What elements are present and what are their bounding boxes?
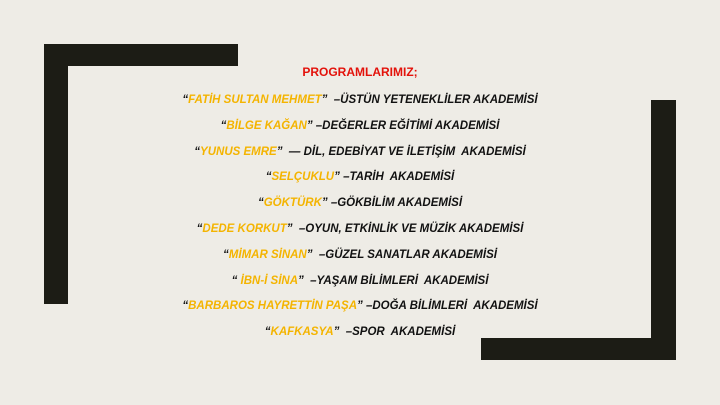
program-description: –ÜSTÜN YETENEKLİLER AKADEMİSİ bbox=[327, 94, 538, 106]
bracket-bottom-right-vertical bbox=[651, 100, 676, 360]
program-description: –OYUN, ETKİNLİK VE MÜZİK AKADEMİSİ bbox=[292, 222, 524, 235]
program-name: SELÇUKLU bbox=[271, 171, 335, 184]
quote-close: ” bbox=[333, 326, 340, 339]
program-description: –DEĞERLER EĞİTİMİ AKADEMİSİ bbox=[312, 119, 500, 132]
program-name: BARBAROS HAYRETTİN PAŞA bbox=[188, 300, 358, 313]
quote-close: ” bbox=[321, 94, 328, 106]
program-description: –TARİH AKADEMİSİ bbox=[339, 171, 455, 184]
program-name: GÖKTÜRK bbox=[263, 197, 322, 210]
quote-close: ” bbox=[276, 145, 283, 158]
quote-close: ” bbox=[298, 274, 304, 287]
program-name: FATİH SULTAN MEHMET bbox=[188, 94, 322, 106]
program-item bbox=[100, 217, 620, 243]
quote-open: “ bbox=[223, 248, 229, 261]
quote-open: “ bbox=[257, 197, 264, 210]
quote-open: “ bbox=[196, 222, 203, 235]
program-description: –DOĞA BİLİMLERİ AKADEMİSİ bbox=[362, 300, 538, 313]
quote-open: “ bbox=[194, 145, 201, 158]
slide-title: PROGRAMLARIMIZ; bbox=[302, 65, 418, 79]
quote-close: ” bbox=[306, 119, 313, 132]
program-name: İBN-İ SİNA bbox=[240, 274, 299, 287]
quote-open: “ bbox=[182, 300, 189, 313]
quote-open: “ bbox=[231, 274, 241, 287]
quote-close: ” bbox=[321, 197, 328, 210]
quote-open: “ bbox=[182, 94, 189, 106]
slide-content bbox=[100, 62, 620, 346]
quote-close: ” bbox=[286, 222, 293, 235]
program-item bbox=[100, 294, 620, 320]
program-item bbox=[100, 320, 620, 346]
quote-open: “ bbox=[220, 119, 227, 132]
program-description: — DİL, EDEBİYAT VE İLETİŞİM AKADEMİSİ bbox=[282, 145, 526, 158]
program-name: MİMAR SİNAN bbox=[228, 248, 307, 261]
quote-close: ” bbox=[306, 248, 313, 261]
program-description: –SPOR AKADEMİSİ bbox=[339, 326, 456, 339]
program-item bbox=[100, 114, 620, 140]
bracket-top-left-vertical bbox=[44, 44, 68, 304]
program-description: –GÖKBİLİM AKADEMİSİ bbox=[327, 197, 463, 210]
program-item bbox=[100, 191, 620, 217]
program-name: YUNUS EMRE bbox=[200, 145, 277, 158]
program-list bbox=[100, 88, 620, 346]
quote-close: ” bbox=[334, 171, 340, 184]
program-item bbox=[100, 140, 620, 166]
quote-open: “ bbox=[265, 171, 272, 184]
quote-open: “ bbox=[264, 326, 271, 339]
program-name: KAFKASYA bbox=[270, 326, 334, 339]
program-name: DEDE KORKUT bbox=[202, 222, 287, 235]
program-description: –YAŞAM BİLİMLERİ AKADEMİSİ bbox=[303, 274, 489, 287]
program-item bbox=[100, 243, 620, 269]
quote-close: ” bbox=[357, 300, 363, 313]
program-name: BİLGE KAĞAN bbox=[226, 119, 307, 132]
program-item bbox=[100, 269, 620, 295]
program-item bbox=[100, 88, 620, 114]
program-description: –GÜZEL SANATLAR AKADEMİSİ bbox=[312, 248, 497, 261]
program-item bbox=[100, 165, 620, 191]
